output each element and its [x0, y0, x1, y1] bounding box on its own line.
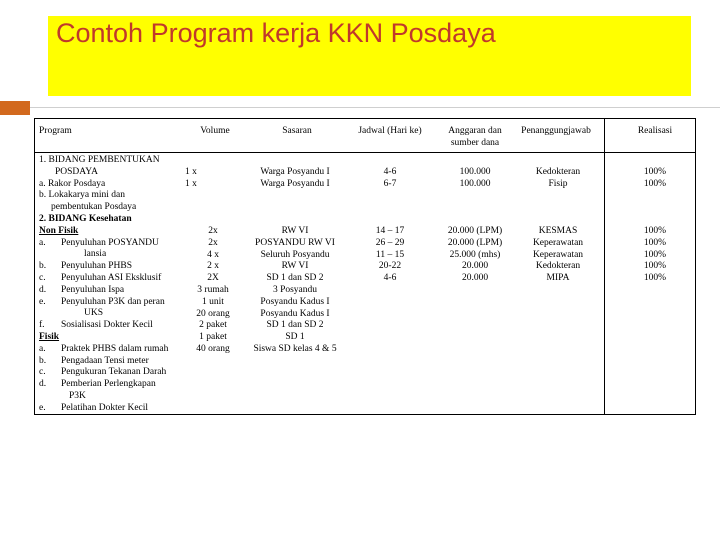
anggaran-cell: 100.000 [459, 166, 491, 177]
program-line: c. Penyuluhan ASI Eksklusif [39, 272, 162, 283]
sasaran-cell: Seluruh Posyandu [260, 249, 330, 260]
program-line: a. Praktek PHBS dalam rumah [39, 343, 169, 354]
anggaran-top [435, 167, 515, 191]
program-line: c. Pengukuran Tekanan Darah [39, 367, 167, 378]
program-line: e. Penyuluhan P3K dan peran [39, 296, 165, 307]
header-volume: Volume [200, 126, 230, 136]
anggaran-cell: 20.000 [461, 273, 489, 284]
jadwal-cell: 4-6 [383, 273, 397, 284]
header-divider [35, 152, 695, 153]
volume-cell: 20 orang [196, 308, 230, 319]
program-line: lansia [84, 249, 107, 260]
sasaran-cell: POSYANDU RW VI [255, 237, 335, 248]
program-table [34, 118, 696, 415]
volume-cell: 2x [208, 226, 218, 236]
sasaran-cell: Posyandu Kadus I [260, 296, 330, 307]
column-separator [604, 119, 605, 414]
penanggung-bottom [515, 226, 601, 285]
program-line: e. Pelatihan Dokter Kecil [39, 402, 149, 413]
realisasi-cell: 100% [643, 261, 667, 272]
header-anggaran-line2: sumber dana [450, 138, 500, 148]
penanggung-cell: Kedokteran [535, 166, 581, 177]
header-penanggungjawab: Penanggungjawab [521, 126, 591, 136]
program-line: 1. BIDANG PEMBENTUKAN [39, 155, 160, 165]
penanggung-cell: Keperawatan [532, 249, 584, 260]
penanggung-cell: MIPA [546, 273, 570, 284]
jadwal-top [340, 167, 440, 191]
penanggung-top [515, 167, 601, 191]
volume-cell: 2 paket [199, 320, 227, 331]
program-line: UKS [84, 308, 104, 319]
volume-cell: 40 orang [196, 343, 230, 354]
sasaran-cell: Warga Posyandu I [260, 178, 330, 189]
program-line: b. Pengadaan Tensi meter [39, 355, 149, 366]
program-subheading: Fisik [39, 331, 60, 342]
header-program: Program [39, 126, 72, 136]
program-line: a. Penyuluhan POSYANDU [39, 237, 159, 248]
anggaran-cell: 20.000 [461, 261, 489, 272]
sasaran-cell: SD 1 dan SD 2 [266, 320, 324, 331]
program-line: b. Penyuluhan PHBS [39, 261, 132, 272]
header-jadwal: Jadwal (Hari ke) [358, 126, 422, 136]
header-anggaran [435, 125, 515, 149]
sasaran-cell: SD 1 dan SD 2 [266, 273, 324, 284]
anggaran-bottom [435, 226, 515, 285]
jadwal-cell: 14 – 17 [375, 226, 405, 236]
volume-cell: 1 unit [202, 296, 224, 307]
anggaran-cell: 25.000 (mhs) [449, 249, 501, 260]
penanggung-cell: Keperawatan [532, 237, 584, 248]
realisasi-bottom [620, 226, 690, 285]
header-sasaran: Sasaran [282, 126, 312, 136]
program-line: pembentukan Posdaya [51, 202, 137, 213]
jadwal-cell: 20-22 [378, 261, 402, 272]
program-subheading: Non Fisik [39, 225, 79, 236]
anggaran-cell: 20.000 (LPM) [447, 237, 503, 248]
header-anggaran-line1: Anggaran dan [448, 126, 502, 136]
sasaran-cell: RW VI [281, 261, 309, 272]
jadwal-cell: 6-7 [383, 178, 397, 189]
sasaran-cell: Posyandu Kadus I [260, 308, 330, 319]
sasaran-cell: Warga Posyandu I [260, 166, 330, 177]
penanggung-cell: KESMAS [538, 226, 578, 236]
program-line: POSDAYA [55, 166, 98, 177]
program-column [39, 155, 187, 415]
penanggung-cell: Fisip [548, 178, 568, 189]
volume-cell: 1 x [185, 178, 197, 189]
program-line: a. Rakor Posdaya [39, 178, 106, 189]
volume-cell: 3 rumah [197, 284, 229, 295]
realisasi-cell: 100% [643, 273, 667, 284]
program-line: 2. BIDANG Kesehatan [39, 213, 132, 224]
realisasi-cell: 100% [643, 237, 667, 248]
realisasi-cell: 100% [643, 166, 667, 177]
penanggung-cell: Kedokteran [535, 261, 581, 272]
volume-cell: 1 x [185, 166, 197, 177]
volume-top [185, 155, 225, 190]
program-line: d. Penyuluhan Ispa [39, 284, 125, 295]
realisasi-cell: 100% [643, 178, 667, 189]
program-line: d. Pemberian Perlengkapan [39, 379, 156, 390]
volume-cell: 2X [207, 273, 219, 284]
sasaran-top [240, 167, 350, 191]
jadwal-cell: 4-6 [383, 166, 397, 177]
anggaran-cell: 100.000 [459, 178, 491, 189]
sasaran-cell: 3 Posyandu [272, 284, 318, 295]
sasaran-cell: Siswa SD kelas 4 & 5 [253, 343, 337, 354]
accent-bar [0, 101, 30, 115]
realisasi-cell: 100% [643, 226, 667, 236]
volume-cell: 4 x [207, 249, 219, 260]
volume-bottom [185, 226, 241, 356]
volume-cell: 2x [208, 237, 218, 248]
jadwal-cell: 11 – 15 [375, 249, 405, 260]
header-realisasi: Realisasi [637, 126, 673, 136]
program-line: f. Sosialisasi Dokter Kecil [39, 320, 153, 331]
jadwal-cell: 26 – 29 [375, 237, 405, 248]
program-line: P3K [69, 390, 86, 401]
program-line: b. Lokakarya mini dan [39, 190, 126, 201]
volume-cell: 2 x [207, 261, 219, 272]
sasaran-cell: SD 1 [285, 332, 305, 343]
title-banner [48, 16, 691, 96]
realisasi-cell: 100% [643, 249, 667, 260]
jadwal-bottom [340, 226, 440, 285]
slide-title: Contoh Program kerja KKN Posdaya [56, 18, 496, 48]
volume-cell: 1 paket [199, 332, 227, 343]
divider-line [30, 107, 720, 108]
anggaran-cell: 20.000 (LPM) [447, 226, 503, 236]
sasaran-bottom [240, 226, 350, 356]
sasaran-cell: RW VI [281, 226, 309, 236]
realisasi-top [620, 167, 690, 191]
